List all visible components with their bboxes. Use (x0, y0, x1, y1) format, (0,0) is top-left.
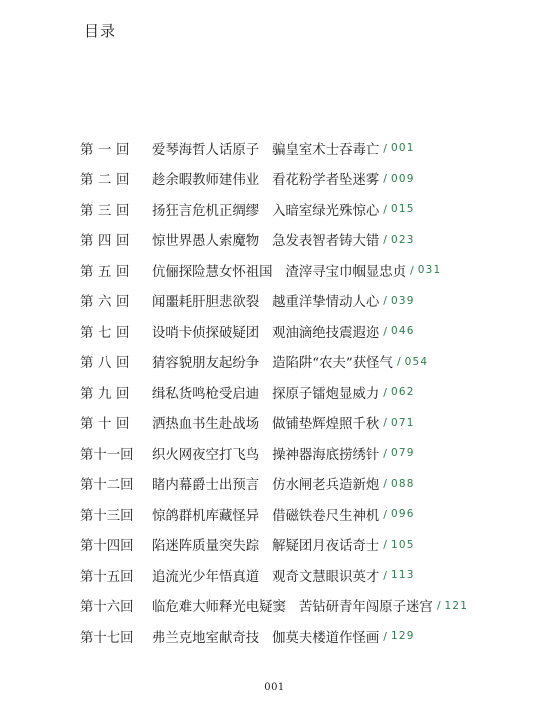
toc-entry (80, 530, 468, 561)
chapter-title-first-line: 洒热血书生赴战场 (152, 417, 260, 433)
toc-entry (80, 377, 468, 408)
chapter-number: 第二回 (80, 173, 134, 189)
toc-entry (80, 347, 468, 378)
page-separator: / (383, 568, 387, 582)
toc-entry (80, 164, 468, 195)
toc-entry (80, 286, 468, 317)
page-number: 009 (390, 172, 415, 185)
chapter-title-second-line: 观油滴绝技震遐迩 (272, 325, 380, 341)
chapter-title-second-line: 探原子镭炮显威力 (272, 386, 380, 402)
page-separator: / (410, 263, 414, 277)
chapter-title-first-line: 缉私货鸣枪受启迪 (152, 386, 260, 402)
toc-entry (80, 591, 468, 622)
page-separator: / (383, 141, 387, 155)
chapter-number: 第十五回 (80, 569, 134, 585)
chapter-title-first-line: 追流光少年悟真道 (152, 569, 260, 585)
chapter-number: 第十二回 (80, 478, 134, 494)
page-number: 071 (390, 416, 415, 429)
page-separator: / (383, 385, 387, 399)
chapter-number: 第四回 (80, 234, 134, 250)
chapter-title-first-line: 猜容貌朋友起纷争 (152, 356, 260, 372)
chapter-title-second-line: 看花粉学者坠迷雾 (272, 173, 380, 189)
page-separator: / (383, 446, 387, 460)
chapter-title-first-line: 织火网夜空打飞鸟 (152, 447, 260, 463)
toc-entry (80, 408, 468, 439)
chapter-title-first-line: 临危难大师释光电疑窦 (152, 600, 286, 616)
page-number: 088 (390, 477, 415, 490)
chapter-title-first-line: 惊世界愚人索魔物 (152, 234, 260, 250)
page-separator: / (383, 629, 387, 643)
chapter-title-first-line: 弗兰克地室献奇技 (152, 630, 260, 646)
chapter-title-second-line: 做铺垫辉煌照千秋 (272, 417, 380, 433)
chapter-number: 第九回 (80, 386, 134, 402)
chapter-title-first-line: 爱琴海哲人话原子 (152, 142, 260, 158)
toc-entry (80, 621, 468, 652)
chapter-title-second-line: 仿水闸老兵造新炮 (272, 478, 380, 494)
chapter-title-second-line: 急发表智者铸大错 (272, 234, 380, 250)
chapter-title-second-line: 越重洋挚情动人心 (272, 295, 380, 311)
toc-entry (80, 316, 468, 347)
toc-entry (80, 499, 468, 530)
chapter-title-first-line: 睹内幕爵士出预言 (152, 478, 260, 494)
page-title: 目录 (84, 22, 117, 40)
page-separator: / (383, 538, 387, 552)
chapter-title-first-line: 惊鸽群机库藏怪异 (152, 508, 260, 524)
chapter-title-second-line: 渣滓寻宝巾帼显忠贞 (285, 264, 407, 280)
chapter-number: 第六回 (80, 295, 134, 311)
chapter-title-second-line: 借磁铁卷尺生神机 (272, 508, 380, 524)
chapter-number: 第十七回 (80, 630, 134, 646)
page-separator: / (383, 294, 387, 308)
page-separator: / (383, 172, 387, 186)
chapter-title-second-line: 伽莫夫楼道作怪画 (272, 630, 380, 646)
toc-entry (80, 133, 468, 164)
chapter-title-first-line: 设哨卡侦探破疑团 (152, 325, 260, 341)
chapter-title-second-line: 骗皇室术士吞毒亡 (272, 142, 380, 158)
page-separator: / (396, 355, 401, 369)
page-number: 046 (390, 325, 415, 338)
toc-entry (80, 469, 468, 500)
chapter-title-second-line: 观奇文慧眼识英才 (272, 569, 380, 585)
chapter-number: 第十一回 (80, 447, 134, 463)
chapter-title-first-line: 扬狂言危机正绸缪 (152, 203, 260, 219)
chapter-number: 第七回 (80, 325, 134, 341)
chapter-number: 第十四回 (80, 539, 134, 555)
chapter-title-second-line: 造陷阱“农夫”获怪气 (272, 356, 393, 372)
page-number: 031 (417, 264, 442, 277)
toc-entry (80, 225, 468, 256)
chapter-title-second-line: 入暗室绿光殊惊心 (272, 203, 380, 219)
page-number: 113 (390, 569, 415, 582)
toc-entry (80, 560, 468, 591)
page-separator: / (383, 416, 387, 430)
chapter-number: 第八回 (80, 356, 134, 372)
page-number: 039 (390, 294, 415, 307)
chapter-number: 第十三回 (80, 508, 134, 524)
chapter-title-second-line: 解疑团月夜话奇士 (272, 539, 380, 555)
chapter-number: 第一回 (80, 142, 134, 158)
toc-entry (80, 255, 468, 286)
page-separator: / (383, 202, 387, 216)
page-number: 079 (390, 447, 415, 460)
chapter-title-second-line: 苦钻研青年闯原子迷宫 (298, 600, 433, 616)
chapter-number: 第五回 (80, 264, 134, 280)
page-separator: / (383, 507, 387, 521)
folio-page-number: 001 (264, 682, 285, 693)
page-separator: / (383, 477, 387, 491)
page-separator: / (383, 233, 387, 247)
page-number: 129 (390, 630, 415, 643)
toc-list (80, 133, 468, 652)
chapter-title-first-line: 伉俪探险慧女怀祖国 (152, 264, 273, 280)
chapter-title-first-line: 陷迷阵质量突失踪 (152, 539, 260, 555)
chapter-number: 第三回 (80, 203, 134, 219)
page-number: 054 (404, 355, 429, 368)
page-number: 105 (390, 538, 415, 551)
page-number: 062 (390, 386, 415, 399)
chapter-number: 第十回 (80, 417, 134, 433)
chapter-title-first-line: 闻噩耗肝胆悲欲裂 (152, 295, 260, 311)
chapter-title-second-line: 操神器海底捞绣针 (272, 447, 380, 463)
page-number: 001 (390, 142, 415, 155)
page-number: 015 (390, 203, 415, 216)
page-number: 023 (390, 233, 415, 246)
page-number: 121 (444, 599, 469, 612)
page-separator: / (436, 599, 441, 613)
page-number: 096 (390, 508, 415, 521)
chapter-number: 第十六回 (80, 600, 134, 616)
toc-entry (80, 438, 468, 469)
toc-entry (80, 194, 468, 225)
page-separator: / (383, 324, 387, 338)
chapter-title-first-line: 趁余暇教师建伟业 (152, 173, 260, 189)
